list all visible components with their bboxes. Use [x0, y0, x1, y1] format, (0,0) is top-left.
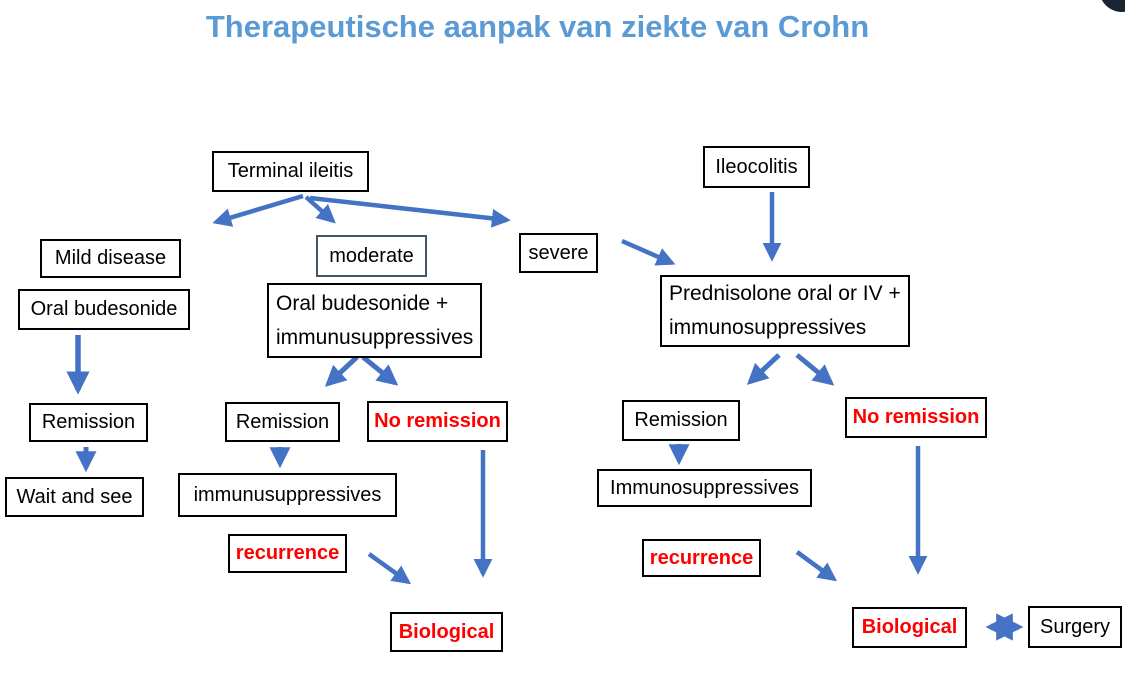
node-remission-severe: Remission [622, 400, 740, 441]
arrow-prednisolone-to-noremission [797, 355, 831, 383]
node-surgery: Surgery [1028, 606, 1122, 648]
node-oral-budesonide: Oral budesonide [18, 289, 190, 330]
node-recurrence-severe: recurrence [642, 539, 761, 577]
node-prednisolone-immunosuppressives [660, 275, 910, 347]
node-mild-disease: Mild disease [40, 239, 181, 278]
page-title: Therapeutische aanpak van ziekte van Crohn [205, 9, 870, 44]
arrow-severe-to-prednisolone [622, 241, 672, 263]
node-severe: severe [519, 233, 598, 273]
node-moderate: moderate [316, 235, 427, 277]
node-wait-and-see: Wait and see [5, 477, 144, 517]
node-oral-budesonide-immunosuppressives [267, 283, 482, 358]
node-ileocolitis: Ileocolitis [703, 146, 810, 188]
arrow-prednisolone-to-remission [750, 355, 779, 382]
node-line: immunosuppressives [669, 316, 867, 339]
arrow-budesonideplus-to-remission [328, 357, 357, 384]
arrow-terminal-to-mild [216, 196, 303, 222]
node-terminal-ileitis: Terminal ileitis [212, 151, 369, 192]
arrow-recurrence-to-biological-mid [369, 554, 408, 582]
node-line: immunusuppressives [276, 325, 474, 349]
node-biological-moderate: Biological [390, 612, 503, 652]
node-immunosuppressives-severe: Immunosuppressives [597, 469, 812, 507]
arrow-recurrence-to-biological-right [797, 552, 834, 579]
node-remission-moderate: Remission [225, 402, 340, 442]
node-recurrence-moderate: recurrence [228, 534, 347, 573]
node-biological-severe: Biological [852, 607, 967, 648]
node-remission-mild: Remission [29, 403, 148, 442]
arrow-budesonideplus-to-noremission [363, 357, 395, 383]
node-no-remission-moderate: No remission [367, 401, 508, 442]
node-immunusuppressives-moderate: immunusuppressives [178, 473, 397, 517]
node-line: Oral budesonide + [276, 291, 449, 315]
arrow-terminal-to-severe [310, 198, 507, 220]
node-no-remission-severe: No remission [845, 397, 987, 438]
node-line: Prednisolone oral or IV + [669, 282, 901, 305]
